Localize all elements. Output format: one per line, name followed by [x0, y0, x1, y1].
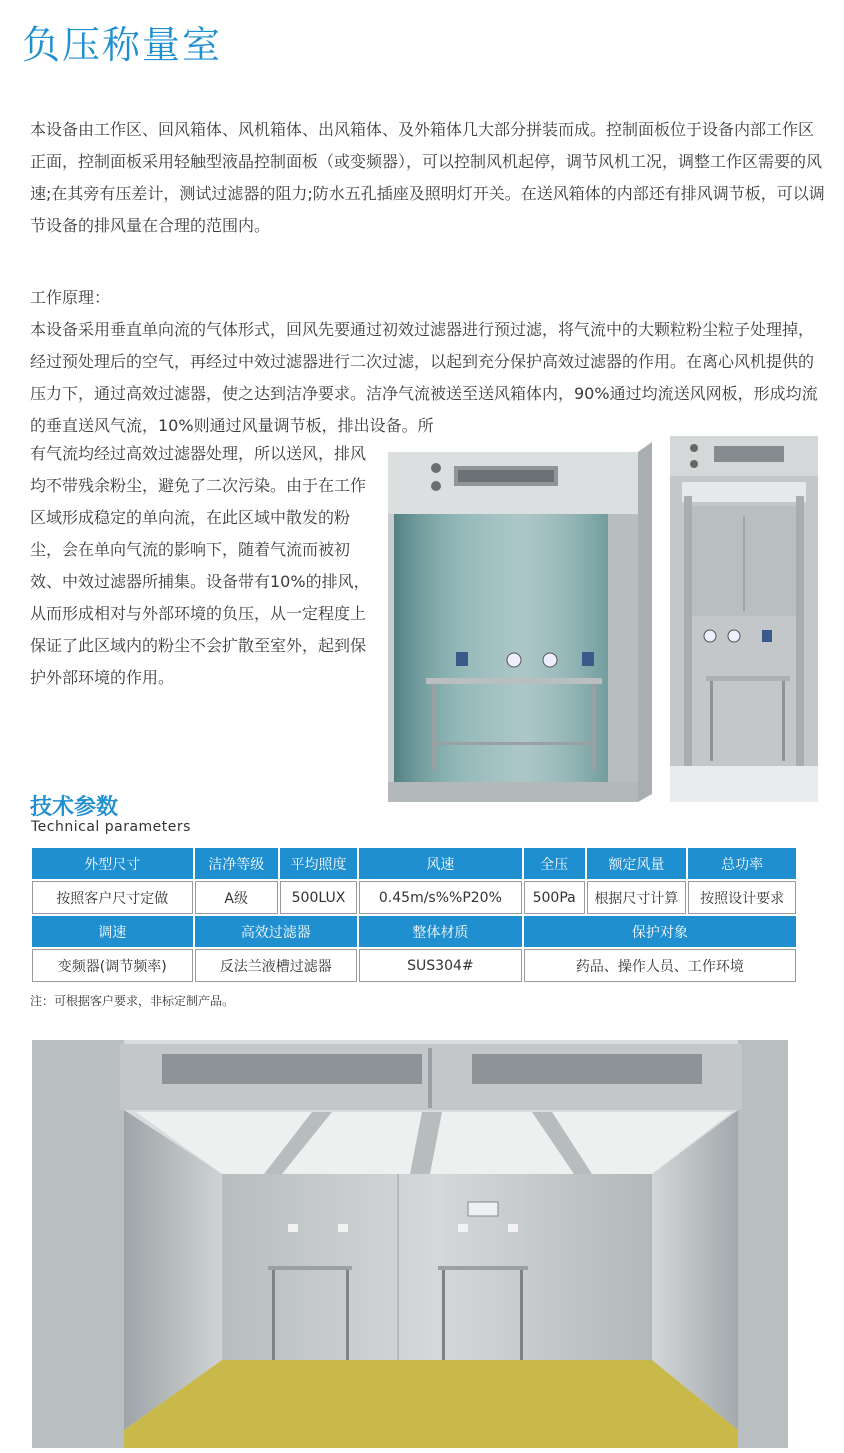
tech-params-table [30, 846, 798, 984]
page-title: 负压称量室 [22, 23, 223, 67]
header-cell: 高效过滤器 [195, 916, 358, 947]
header-cell: 风速 [359, 848, 522, 879]
principle-paragraph: 本设备采用垂直单向流的气体形式，回风先要通过初效过滤器进行预过滤，将气流中的大颗粒粉尘粒子处理掉，经过预处理后的空气，再经过中效过滤器进行二次过滤，以起到充分保护高效过滤器的作用。在离心风机提供的压力下，通过高效过滤器，使之达到洁净要求。洁净气流被送至送风箱体内，90%通过均流送风网板，形成均流的垂直送风气流，10%则通过风量调节板，排出设备。所 [30, 320, 818, 435]
value-cell: 反法兰液槽过滤器 [195, 949, 358, 982]
value-cell: 500LUX [280, 881, 357, 914]
header-cell: 外型尺寸 [32, 848, 193, 879]
table-row [32, 881, 796, 914]
header-cell: 调速 [32, 916, 193, 947]
intro-paragraph: 本设备由工作区、回风箱体、风机箱体、出风箱体、及外箱体几大部分拼装而成。控制面板位于设备内部工作区正面，控制面板采用轻触型液晶控制面板（或变频器），可以控制风机起停，调节风机工况，调整工作区需要的风速;在其旁有压差计，测试过滤器的阻力;防水五孔插座及照明灯开关。在送风箱体的内部还有排风调节板，可以调节设备的排风量在合理的范围内。 [30, 120, 825, 235]
value-cell: 根据尺寸计算 [587, 881, 687, 914]
header-cell: 洁净等级 [195, 848, 278, 879]
header-cell: 额定风量 [587, 848, 687, 879]
value-cell: 变频器(调节频率) [32, 949, 193, 982]
header-cell: 全压 [524, 848, 585, 879]
booth-interior-photo [670, 436, 818, 802]
value-cell: 按照客户尺寸定做 [32, 881, 193, 914]
value-cell: A级 [195, 881, 278, 914]
value-cell: 药品、操作人员、工作环境 [524, 949, 796, 982]
value-cell: SUS304# [359, 949, 522, 982]
tech-params-title: 技术参数 [30, 795, 119, 820]
booth-front-photo [386, 442, 654, 804]
table-row [32, 848, 796, 879]
header-cell: 整体材质 [359, 916, 522, 947]
table-row [32, 916, 796, 947]
header-cell: 总功率 [688, 848, 796, 879]
principle-heading: 工作原理： [30, 288, 111, 307]
installed-room-photo [32, 1040, 788, 1448]
header-cell: 保护对象 [524, 916, 796, 947]
header-cell: 平均照度 [280, 848, 357, 879]
tech-params-subtitle: Technical parameters [31, 819, 191, 835]
value-cell: 按照设计要求 [688, 881, 796, 914]
value-cell: 0.45m/s%%P20% [359, 881, 522, 914]
footnote: 注：可根据客户要求，非标定制产品。 [30, 994, 235, 1008]
table-row [32, 949, 796, 982]
principle-continued-paragraph: 有气流均经过高效过滤器处理，所以送风，排风均不带残余粉尘，避免了二次污染。由于在工作区域形成稳定的单向流，在此区域中散发的粉尘，会在单向气流的影响下，随着气流而被初效、中效过滤器所捕集。设备带有10%的排风，从而形成相对与外部环境的负压，从一定程度上保证了此区域内的粉尘不会扩散至室外，起到保护外部环境的作用。 [30, 444, 370, 687]
value-cell: 500Pa [524, 881, 585, 914]
